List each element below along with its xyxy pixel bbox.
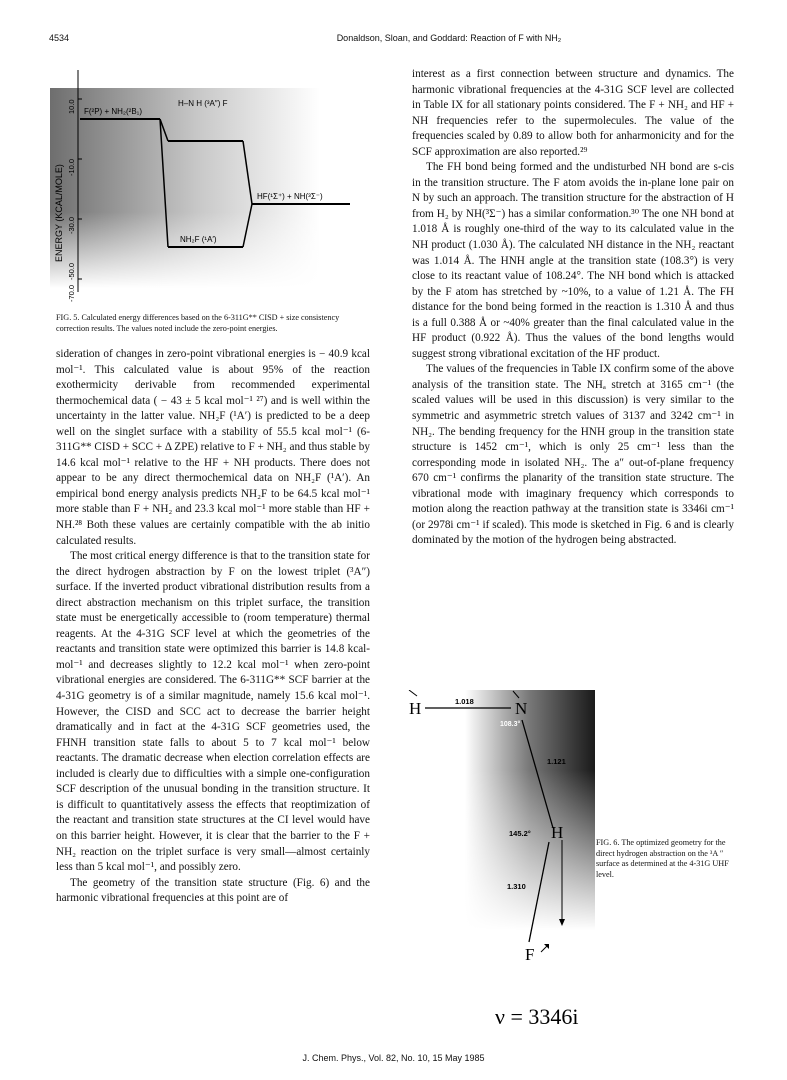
page-header <box>49 33 739 49</box>
fig5-tick-1: 10.0 <box>67 99 76 114</box>
fig5-tick-5: -70.0 <box>67 284 76 302</box>
fig5-tick-3: -30.0 <box>67 216 76 234</box>
figure-6-caption: FIG. 6. The optimized geometry for the direct hydrogen abstraction on the ³A ″ surface as determined at the 4-31G UHF level. <box>596 838 729 879</box>
right-paragraph-3: The values of the frequencies in Table IX confirm some of the above analysis of the transition state. The NHₐ stretch at 3165 cm⁻¹ (the scaled values will be used in this discussion) is very similar to the symmetric and asymmetric stretch values of 3137 and 3242 cm⁻¹ in NH₂. The bending frequency for the HNH group in the transition state structure is 1452 cm⁻¹, which is only 25 cm⁻¹ less than the corresponding mode in isolated NH₂. The a″ out-of-plane frequency 670 cm⁻¹ confirms the planarity of the transition state structure. The vibrational mode with imaginary frequency which corresponds to motion along the reaction pathway at the transition state is 3346i cm⁻¹ (or 2978i cm⁻¹ if scaled). This mode is sketched in Fig. 6 and is clearly dominated by the motion of the hydrogen being abstracted. <box>412 363 734 547</box>
dist-fh: 1.310 <box>507 882 526 891</box>
angle-hnh: 108.3° <box>500 721 521 728</box>
page-footer: J. Chem. Phys., Vol. 82, No. 10, 15 May 1985 <box>302 1053 485 1063</box>
fig5-tick-4: -50.0 <box>67 262 76 280</box>
left-column <box>56 347 370 907</box>
label-products: HF(¹Σ⁺) + NH(³Σ⁻) <box>257 192 323 201</box>
fig5-tick-2: -10.0 <box>67 158 76 176</box>
fig5-ylabel: ENERGY (KCAL/MOLE) <box>54 164 64 262</box>
motion-arrow-f <box>541 946 547 952</box>
left-paragraph-1: sideration of changes in zero-point vibrational energies is − 40.9 kcal mol⁻¹. This calculated value is about 95% of the reaction exothermicity derivable from recommended experimental thermochemical data ( − 43 ± 5 kcal mol⁻¹ ²⁷) and is well within the uncertainty in the latter value. NH₂F (¹A′) is predicted to be a deep well on the singlet surface with a stability of 55.5 kcal mol⁻¹ (6-311G** CISD + SCC + Δ ZPE) relative to F + NH₂ and thus stable by 14.6 kcal mol⁻¹ relative to the HF + NH products. There does not appear to be any direct thermochemical data on NH₂F (¹A′). An empirical bond energy analysis predicts NH₂F to be 64.5 kcal mol⁻¹ more stable than F + NH₂ and 23.3 kcal mol⁻¹ more stable than HF + NH.²⁸ Both these values are certainly compatible with the ab initio calculated results. <box>56 348 370 547</box>
dist-nh: 1.018 <box>455 697 474 706</box>
label-ts: H–N H (³A″) F <box>178 99 228 108</box>
left-paragraph-2: The most critical energy difference is that to the transition state for the direct hydrogen abstraction by F on the lowest triplet (³A″) surface. If the inverted product vibrational distribution results from a direct abstraction mechanism on this triplet surface, the transition state must be energetically accessible to (room temperature) thermal reagents. At the 4-31G SCF level at which the geometries of the reactants and transition state were optimized this barrier is 14.8 kcal-mol⁻¹ and decreases slightly to 12.2 kcal mol⁻¹ when zero-point vibrational energies are considered. The 6-311G** SCF barrier at the 4-31G geometry is of a similar magnitude, namely 15.6 kcal mol⁻¹. However, the CISD and SCC act to decrease the barrier height dramatically and in fact at the 4-31G SCF geometries used, the FHNH transition state falls to about 5 to 7 kcal mol⁻¹ below reactants. The dramatic decrease when election correlation effects are included is clearly due to difficulties with a simple one-configuration SCF description of the unusual bonding in the transition structure. It is difficult to quantitatively assess the effects that reoptimization of the reactant and transition state structures at the CI level would have on this barrier height. However, it is clear that the barrier to the F + NH₂ reaction on the triplet surface is very small—almost certainly less than 5 kcal mol⁻¹, and possibly zero. <box>56 550 370 874</box>
right-paragraph-1: interest as a first connection between structure and dynamics. The harmonic vibrational frequencies at the 4-31G SCF level are collected in Table IX for all stationary points considered. The F + NH₂ and HF + NH frequencies refer to the supermolecules. The value of the frequencies scaled by 0.89 to allow both for anharmonicity and for the SCF approximation are also reported.²⁹ <box>412 68 734 158</box>
figure-5 <box>50 62 380 312</box>
atom-h2: H <box>551 823 564 842</box>
left-paragraph-3: The geometry of the transition state structure (Fig. 6) and the harmonic vibrational frequencies at this point are of <box>56 876 370 905</box>
label-reactants: F(²P) + NH₂(²B₁) <box>84 107 143 116</box>
motion-arrow-h1 <box>409 690 417 696</box>
dist-nh-long: 1.121 <box>547 757 566 766</box>
atom-f: F <box>525 945 535 964</box>
imaginary-frequency: ν = 3346i <box>495 1004 579 1029</box>
page-number: 4534 <box>49 33 70 43</box>
running-title: Donaldson, Sloan, and Goddard: Reaction of F with NH₂ <box>336 33 562 43</box>
figure-5-caption: FIG. 5. Calculated energy differences based on the 6-311G** CISD + size consistency correction results. The values noted include the zero-point energies. <box>56 313 340 333</box>
right-paragraph-2: The FH bond being formed and the undisturbed NH bond are s-cis in the transition structure. The F atom avoids the in-plane lone pair on N by such an approach. The transition structure for the abstraction of H from H₂ by NH(³Σ⁻) has a similar conformation.³⁰ The one NH bond at 1.018 Å is roughly one-third of the way to its calculated value in the NH product (1.030 Å). The calculated NH distance in the NH₂ reactant was 1.014 Å. The HNH angle at the transition state (108.3°) is very close to its reactant value of 108.24°. The NH bond which is attacked by the F atom has stretched by ~10%, to a value of 1.21 Å. The FH distance for the bond being formed in the reaction is 1.310 Å and thus is a full 0.388 Å or ~40% greater than the final calculated value in the HF product (0.922 Å). Thus the values of the bond lengths would suggest strong vibrational excitation of the HF product. <box>412 161 734 360</box>
figure-6 <box>405 690 595 1035</box>
atom-n: N <box>515 699 528 718</box>
label-nh2f: NH₂F (¹A′) <box>180 235 217 244</box>
angle-nhf: 145.2° <box>509 829 531 838</box>
right-column <box>412 67 734 549</box>
atom-h1: H <box>409 699 422 718</box>
